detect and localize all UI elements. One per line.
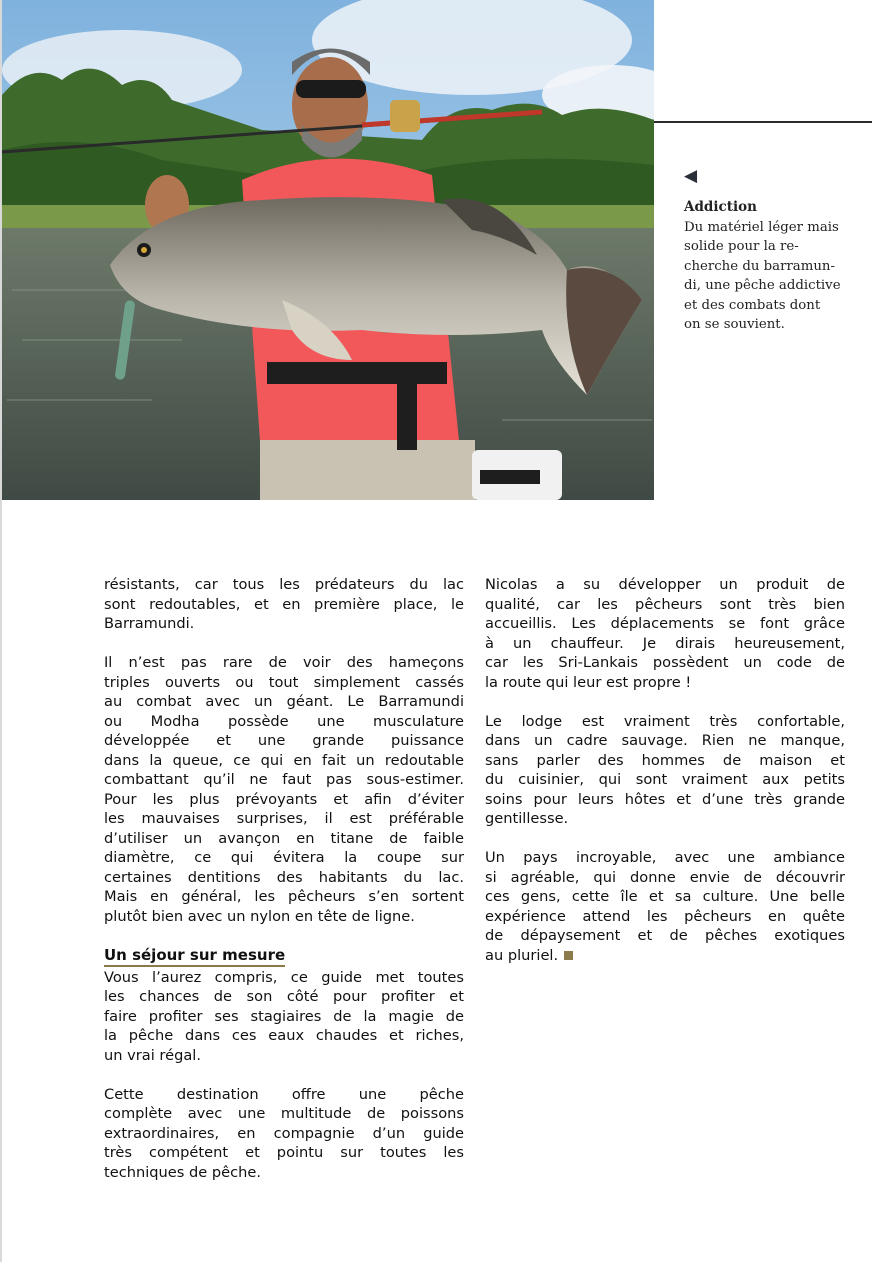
section-heading-wrap	[104, 946, 464, 968]
fisherman-barramundi-photo	[2, 0, 654, 500]
text-line: très compétent et pointu sur toutes les	[104, 1144, 464, 1161]
text-line: du cuisinier, qui sont vraiment aux petits	[485, 771, 845, 788]
text-line: faire profiter ses stagiaires de la magie de	[104, 1007, 464, 1025]
paragraph	[485, 712, 845, 829]
caption-line: on se souvient.	[684, 317, 785, 332]
text-line: de dépaysement et de pêches exotiques	[485, 927, 845, 944]
text-line: techniques de pêche.	[104, 1163, 262, 1181]
text-line: la route qui leur est propre !	[485, 673, 692, 691]
text-line: qualité, car les pêcheurs sont très bien	[485, 595, 845, 613]
text-line: Il n’est pas rare de voir des hameçons	[104, 654, 464, 671]
text-line: Barramundi.	[104, 615, 195, 632]
text-line: certaines dentitions des habitants du lac.	[104, 868, 464, 886]
text-line: Le lodge est vraiment très confortable,	[485, 712, 845, 730]
left-column	[104, 575, 464, 1182]
text-line: au combat avec un géant. Le Barramundi	[104, 693, 464, 710]
photo-caption	[684, 166, 854, 335]
text-line: car les Sri-Lankais possèdent un code de	[485, 654, 845, 671]
text-line: un vrai régal.	[104, 1046, 201, 1064]
text-line: triples ouverts ou tout simplement cassés	[104, 673, 464, 691]
text-line: les chances de son côté pour profiter et	[104, 988, 464, 1005]
text-line: complète avec une multitude de poissons	[104, 1105, 464, 1122]
text-line: d’utiliser un avançon en titane de faible	[104, 829, 464, 847]
text-line: ces gens, cette île et sa culture. Une belle	[485, 888, 845, 905]
text-line: combattant qu’il ne faut pas sous-estimer.	[104, 771, 464, 788]
text-line: la pêche dans ces eaux chaudes et riches,	[104, 1027, 464, 1044]
paragraph	[485, 848, 845, 965]
text-line: Un pays incroyable, avec une ambiance	[485, 849, 845, 866]
caption-line: Du matériel léger mais	[684, 219, 839, 235]
text-line: résistants, car tous les prédateurs du lac	[104, 576, 464, 593]
text-line: ou Modha possède une musculature	[104, 712, 464, 730]
paragraph	[104, 653, 464, 926]
text-line: diamètre, ce qui évitera la coupe sur	[104, 849, 464, 866]
text-line: Mais en général, les pêcheurs s’en sortent	[104, 888, 464, 905]
right-column	[485, 575, 845, 965]
text-line: expérience attend les pêcheurs en quête	[485, 907, 845, 925]
caption-rule	[654, 121, 872, 123]
text-line: Vous l’aurez compris, ce guide met toutes	[104, 968, 464, 986]
text-line: Pour les plus prévoyants et afin d’éviter	[104, 790, 464, 808]
text-line: gentillesse.	[485, 810, 569, 827]
text-line: soins pour leurs hôtes et d’une très grande	[485, 790, 845, 808]
text-line-content: au pluriel.	[485, 946, 559, 964]
text-line: plutôt bien avec un nylon en tête de ligne.	[104, 907, 415, 925]
text-line: sont redoutables, et en première place, le	[104, 595, 464, 613]
caption-line: di, une pêche addictive	[684, 278, 841, 293]
text-line: accueillis. Les déplacements se font grâce	[485, 615, 845, 632]
text-line: sans parler des hommes de maison et	[485, 751, 845, 769]
caption-title: Addiction	[684, 199, 757, 215]
text-line: Cette destination offre une pêche	[104, 1085, 464, 1103]
section-heading: Un séjour sur mesure	[104, 946, 285, 968]
photo-illustration	[2, 0, 654, 500]
text-line	[485, 946, 845, 966]
paragraph	[485, 575, 845, 692]
caption-line: et des combats dont	[684, 297, 821, 313]
caption-text	[684, 218, 854, 335]
caption-arrow-icon: ◀	[684, 166, 698, 186]
paragraph	[104, 1085, 464, 1183]
caption-line: solide pour la re-	[684, 239, 799, 254]
text-line: extraordinaires, en compagnie d’un guide	[104, 1124, 464, 1142]
text-line: Nicolas a su développer un produit de	[485, 576, 845, 593]
text-line: si agréable, qui donne envie de découvrir	[485, 868, 845, 886]
paragraph	[104, 968, 464, 1066]
paragraph	[104, 575, 464, 634]
caption-line: cherche du barramun-	[684, 258, 835, 274]
end-mark-icon	[564, 951, 573, 960]
text-line: développée et une grande puissance	[104, 732, 464, 749]
text-line: à un chauffeur. Je dirais heureusement,	[485, 634, 845, 652]
text-line: les mauvaises surprises, il est préférable	[104, 810, 464, 827]
text-line: dans un cadre sauvage. Rien ne manque,	[485, 732, 845, 749]
text-line: dans la queue, ce qui en fait un redoutable	[104, 751, 464, 769]
